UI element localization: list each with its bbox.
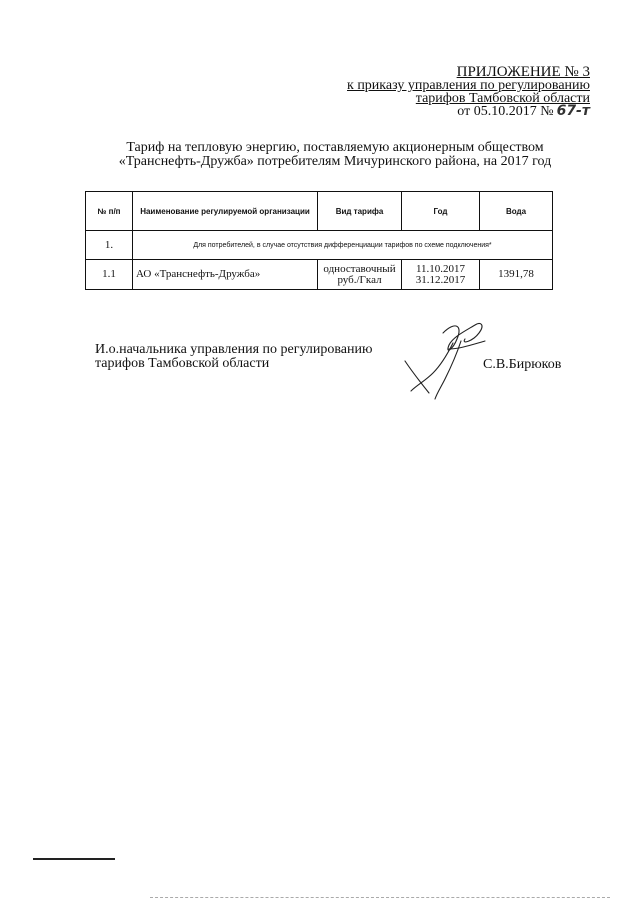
table-header-row xyxy=(86,192,553,231)
table-section-row xyxy=(86,231,553,260)
row-organization: АО «Транснефть-Дружба» xyxy=(133,260,318,290)
row-num: 1.1 xyxy=(86,260,133,290)
row-value: 1391,78 xyxy=(480,260,553,290)
header-water: Вода xyxy=(480,192,553,231)
order-number: 67-т xyxy=(556,103,590,119)
header-tariff-type: Вид тарифа xyxy=(318,192,402,231)
footnote-divider xyxy=(33,858,115,860)
title-line-1: Тариф на тепловую энергию, поставляемую акционерным обществом xyxy=(126,140,544,155)
document-title xyxy=(100,141,570,169)
row-tariff-type xyxy=(318,260,402,290)
appendix-date-line xyxy=(330,105,590,118)
tariff-table xyxy=(85,191,553,290)
row-period-to: 31.12.2017 xyxy=(415,273,466,286)
appendix-date: от 05.10.2017 № xyxy=(457,104,554,119)
section-num: 1. xyxy=(86,231,133,260)
section-text: Для потребителей, в случае отсутствия дифференциации тарифов по схеме подключения* xyxy=(133,231,553,260)
appendix-authority-line: тарифов Тамбовской области xyxy=(415,91,590,106)
signer-position xyxy=(95,343,372,371)
signer-line-1: И.о.начальника управления по регулированию xyxy=(95,342,373,357)
row-tariff-unit: руб./Гкал xyxy=(337,273,382,286)
header-organization: Наименование регулируемой организации xyxy=(133,192,318,231)
header-year: Год xyxy=(402,192,480,231)
row-period-from: 11.10.2017 xyxy=(415,262,466,275)
header-num: № п/п xyxy=(86,192,133,231)
row-tariff-kind: одноставочный xyxy=(323,262,396,275)
row-period xyxy=(402,260,480,290)
appendix-order-line: к приказу управления по регулированию xyxy=(347,78,590,93)
appendix-title: ПРИЛОЖЕНИЕ № 3 xyxy=(456,64,590,80)
signer-line-2: тарифов Тамбовской области xyxy=(95,356,270,371)
title-line-2: «Транснефть-Дружба» потребителям Мичуринского района, на 2017 год xyxy=(118,154,552,169)
appendix-header xyxy=(330,66,590,118)
bottom-scan-line xyxy=(150,897,610,898)
signer-name: С.В.Бирюков xyxy=(483,357,562,372)
table-row xyxy=(86,260,553,290)
